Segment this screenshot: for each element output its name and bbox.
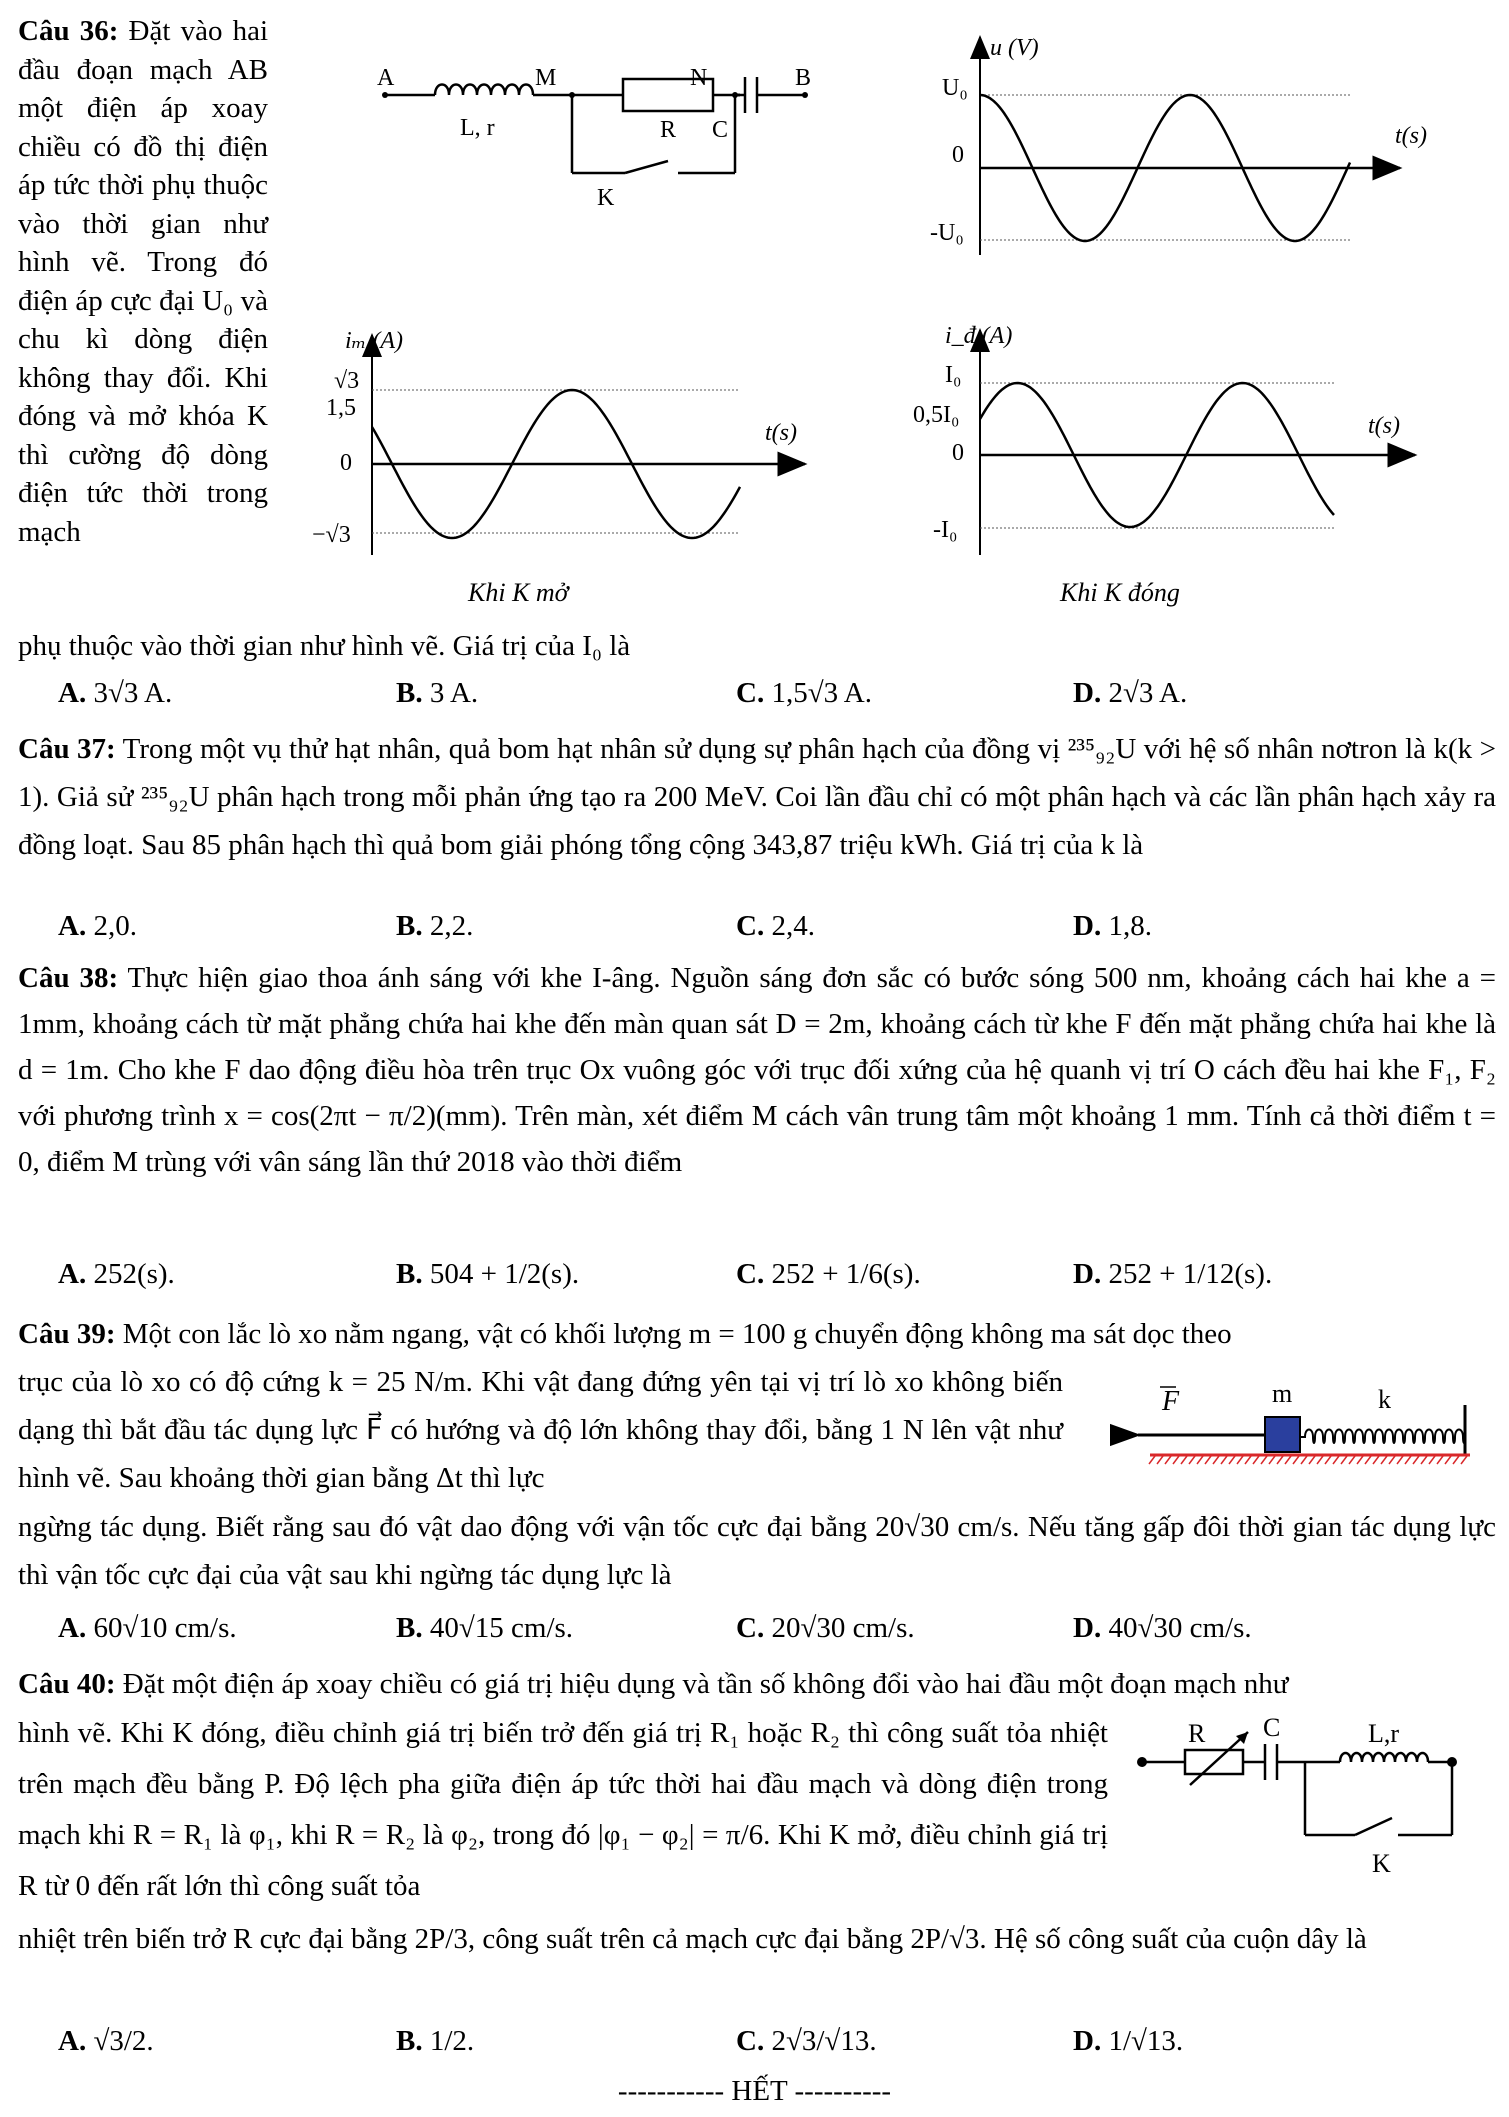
q36-u-xlabel: t(s) [1395,123,1427,149]
q36-id-bottom: -I₀ [933,517,958,543]
q38-option-a[interactable]: A. 252(s). [58,1258,175,1290]
q37-option-c[interactable]: C. 2,4. [736,910,815,942]
q38-option-d[interactable]: D. 252 + 1/12(s). [1073,1258,1273,1290]
q39-figure-force-label: F [1162,1386,1180,1417]
q36-circuit-label-n: N [690,65,708,91]
q40-option-d[interactable]: D. 1/√13. [1073,2025,1184,2057]
q36-id-top: I₀ [945,362,962,388]
q39-option-d[interactable]: D. 40√30 cm/s. [1073,1612,1252,1644]
q36-id-ylabel: i_đ (A) [945,323,1013,349]
q40-question-line1 [18,1660,1496,1708]
q39-text-wrap: trục của lò xo có độ cứng k = 25 N/m. Khi vật đang đứng yên tại vị trí lò xo không biến dạng thì bắt đầu tác dụng lực F⃗ có hướng và độ lớn không thay đổi, bằng 1 N lên vật như hình vẽ. Sau khoảng thời gian bằng Δt thì lực [18,1366,1063,1494]
q39-question-line1 [18,1310,1496,1358]
q40-text-first: Đặt một điện áp xoay chiều có giá trị hiệu dụng và tần số không đổi vào hai đầu một đoạn mạch như [122,1668,1289,1700]
q36-u-zero: 0 [952,142,964,168]
q38-option-c[interactable]: C. 252 + 1/6(s). [736,1258,921,1290]
q36-graph-u [930,25,1440,265]
q39-spring-figure [1110,1370,1480,1475]
q36-u-ylabel: u (V) [990,35,1039,61]
q36-graph-im [310,320,820,610]
q36-option-b[interactable]: B. 3 A. [396,677,479,709]
q36-option-c[interactable]: C. 1,5√3 A. [736,677,872,709]
q36-caption-k-closed: Khi K đóng [1060,578,1180,607]
q37-text: Trong một vụ thử hạt nhân, quả bom hạt nhân sử dụng sự phân hạch của đồng vị ²³⁵₉₂U với hệ số nhân nơtron là k(k > 1). Giả sử ²³⁵₉₂U phân hạch trong mỗi phản ứng tạo ra 200 MeV. Coi lần đầu chỉ có một phân hạch và các lần phân hạch xảy ra đồng loạt. Sau 85 phân hạch thì quả bom giải phóng tổng cộng 343,87 triệu kWh. Giá trị của k là [18,733,1496,861]
q36-circuit-diagram [360,55,840,215]
q36-im-bottom: −√3 [312,522,351,548]
q39-figure-spring-label: k [1378,1385,1391,1414]
q36-u-bottom: -U₀ [930,220,964,246]
q36-text-column [18,12,268,551]
q38-option-b[interactable]: B. 504 + 1/2(s). [396,1258,580,1290]
q37-options [18,910,1496,950]
q36-caption-k-open: Khi K mở [468,578,569,607]
q36-im-xlabel: t(s) [765,420,797,446]
q37-option-d[interactable]: D. 1,8. [1073,910,1152,942]
q40-figure-l-label: L,r [1368,1719,1400,1748]
q36-circuit-label-k: K [597,185,615,211]
q36-text-left: Đặt vào hai đầu đoạn mạch AB một điện áp xoay chiều có đồ thị điện áp tức thời phụ thuộc vào thời gian như hình vẽ. Trong đó điện áp cực đại U₀ và chu kì dòng điện không thay đổi. Khi đóng và mở khóa K thì cường độ dòng điện tức thời trong mạch [18,15,269,548]
q39-figure-mass-label: m [1272,1379,1293,1408]
q36-im-mid: 1,5 [326,395,356,421]
q39-option-c[interactable]: C. 20√30 cm/s. [736,1612,915,1644]
q40-text-rest: nhiệt trên biến trở R cực đại bằng 2P/3, công suất trên cả mạch cực đại bằng 2P/√3. Hệ số công suất của cuộn dây là [18,1923,1367,1955]
q36-circuit-label-r: R [660,117,677,143]
q36-label: Câu 36: [18,15,119,47]
q36-im-top: √3 [334,368,360,394]
q36-option-a[interactable]: A. 3√3 A. [58,677,173,709]
q37-option-a[interactable]: A. 2,0. [58,910,137,942]
q40-circuit-diagram [1130,1710,1480,1880]
q36-id-mid: 0,5I₀ [913,402,960,428]
q36-im-ylabel: iₘ (A) [345,328,404,354]
q36-im-zero: 0 [340,450,352,476]
q40-figure-r-label: R [1188,1719,1206,1748]
q39-label: Câu 39: [18,1318,116,1350]
q39-text-first: Một con lắc lò xo nằm ngang, vật có khối lượng m = 100 g chuyển động không ma sát dọc theo [122,1318,1232,1350]
q36-circuit-label-c: C [712,117,729,143]
q36-id-zero: 0 [952,440,964,466]
q36-circuit-label-b: B [795,65,812,91]
q40-figure-k-label: K [1372,1849,1391,1878]
footer-end-marker: ----------- HẾT ---------- [617,2075,892,2107]
q39-text-rest: ngừng tác dụng. Biết rằng sau đó vật dao động với vận tốc cực đại bằng 20√30 cm/s. Nếu tăng gấp đôi thời gian tác dụng lực thì vận tốc cực đại của vật sau khi ngừng tác dụng lực là [18,1511,1496,1591]
q38-question [18,955,1496,1185]
q36-u-top: U₀ [942,75,968,101]
q39-option-a[interactable]: A. 60√10 cm/s. [58,1612,237,1644]
q39-option-b[interactable]: B. 40√15 cm/s. [396,1612,574,1644]
q40-options [18,2025,1496,2065]
q38-options [18,1258,1496,1298]
q40-label: Câu 40: [18,1668,116,1700]
q36-circuit-label-a: A [377,65,395,91]
q37-label: Câu 37: [18,733,116,765]
q40-figure-c-label: C [1263,1713,1281,1742]
q40-text-wrap: hình vẽ. Khi K đóng, điều chỉnh giá trị biến trở đến giá trị R₁ hoặc R₂ thì công suất tỏa nhiệt trên mạch đều bằng P. Độ lệch pha giữa điện áp tức thời hai đầu mạch và dòng điện trong mạch khi R = R₁ là φ₁, khi R = R₂ là φ₂, trong đó |φ₁ − φ₂| = π/6. Khi K mở, điều chỉnh giá trị R từ 0 đến rất lớn thì công suất tỏa [18,1717,1108,1902]
q37-option-b[interactable]: B. 2,2. [396,910,474,942]
q38-label: Câu 38: [18,962,119,994]
q40-option-c[interactable]: C. 2√3/√13. [736,2025,877,2057]
q36-text-tail: phụ thuộc vào thời gian như hình vẽ. Giá trị của I₀ là [18,630,631,662]
q37-question [18,725,1496,869]
q36-circuit-label-m: M [535,65,557,91]
q40-option-a[interactable]: A. √3/2. [58,2025,154,2057]
q38-text: Thực hiện giao thoa ánh sáng với khe I-âng. Nguồn sáng đơn sắc có bước sóng 500 nm, khoảng cách hai khe a = 1mm, khoảng cách từ mặt phẳng chứa hai khe đến màn quan sát D = 2m, khoảng cách từ khe F đến mặt phẳng chứa hai khe là d = 1m. Cho khe F dao động điều hòa trên trục Ox vuông góc với trục đối xứng của hệ quanh vị trí O cách đều hai khe F₁, F₂ với phương trình x = cos(2πt − π/2)(mm). Trên màn, xét điểm M cách vân trung tâm một khoảng 1 mm. Tính cả thời điểm t = 0, điểm M trùng với vân sáng lần thứ 2018 vào thời điểm [18,962,1497,1178]
q36-id-xlabel: t(s) [1368,413,1400,439]
q36-circuit-label-l: L, r [460,115,495,141]
q39-options [18,1612,1496,1652]
q40-option-b[interactable]: B. 1/2. [396,2025,475,2057]
q36-option-d[interactable]: D. 2√3 A. [1073,677,1188,709]
q36-graph-id [905,315,1445,605]
q36-options [18,677,1496,717]
